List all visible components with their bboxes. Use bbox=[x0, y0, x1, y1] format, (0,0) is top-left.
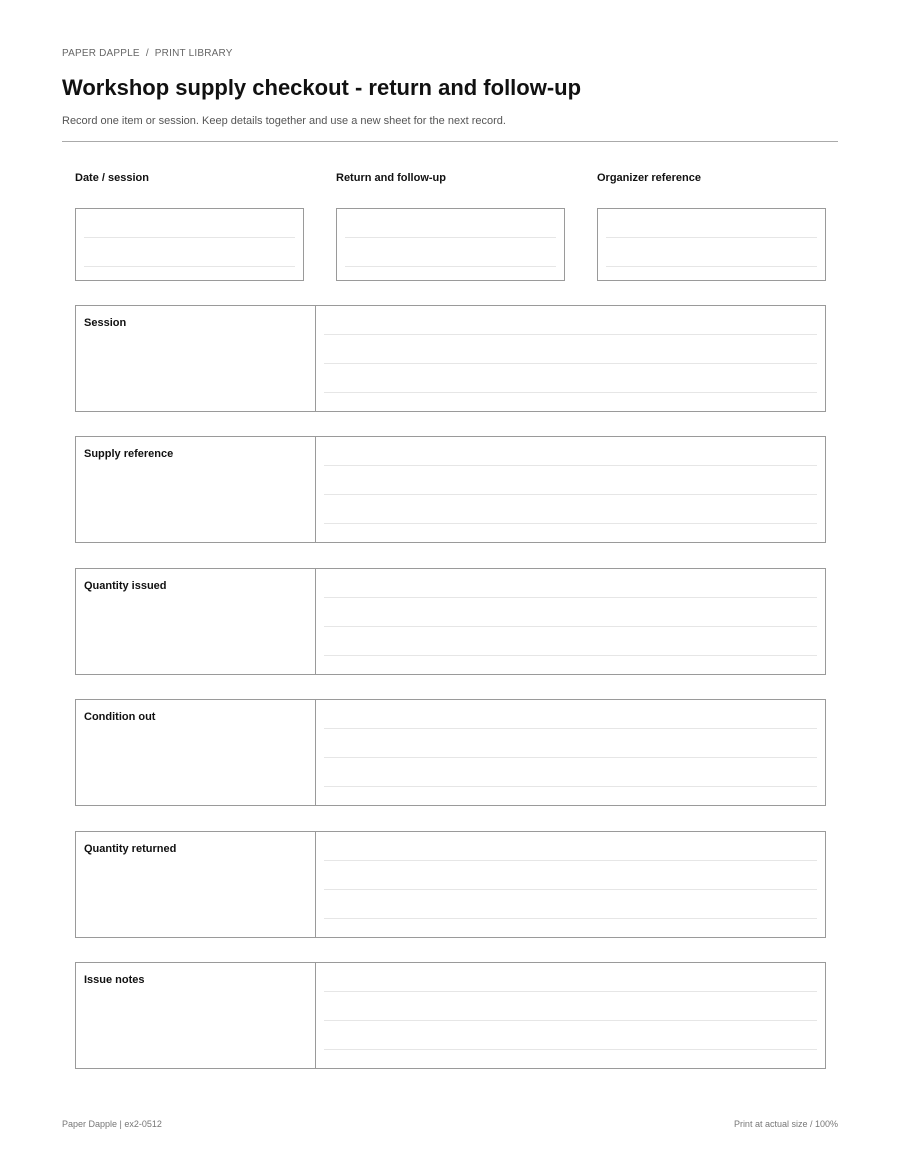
section-label-cell bbox=[76, 700, 316, 805]
writing-line bbox=[345, 237, 556, 238]
breadcrumb-section: PRINT LIBRARY bbox=[154, 48, 233, 59]
page-instructions: Record one item or session. Keep details together and use a new sheet for the next record. bbox=[62, 115, 506, 127]
section-label-cell bbox=[76, 306, 316, 411]
writing-line bbox=[345, 266, 556, 267]
footer-document-id: Paper Dapple | ex2-0512 bbox=[62, 1119, 162, 1129]
session-entry-area[interactable] bbox=[316, 306, 825, 411]
condition-out-entry-area[interactable] bbox=[316, 700, 825, 805]
organizer-reference-label: Organizer reference bbox=[597, 172, 701, 184]
section-label: Condition out bbox=[84, 711, 156, 723]
writing-line bbox=[606, 266, 817, 267]
breadcrumb-separator: / bbox=[145, 48, 149, 59]
writing-line bbox=[324, 860, 817, 861]
section-condition-out bbox=[75, 699, 826, 806]
return-follow-up-label: Return and follow-up bbox=[336, 172, 446, 184]
writing-line bbox=[606, 237, 817, 238]
writing-line bbox=[324, 597, 817, 598]
date-session-field bbox=[75, 172, 304, 281]
section-label-cell bbox=[76, 437, 316, 542]
writing-line bbox=[84, 237, 295, 238]
header-divider bbox=[62, 141, 838, 142]
writing-line bbox=[324, 363, 817, 364]
writing-line bbox=[324, 889, 817, 890]
writing-line bbox=[324, 523, 817, 524]
breadcrumb bbox=[62, 48, 233, 59]
section-quantity-returned bbox=[75, 831, 826, 938]
section-label: Supply reference bbox=[84, 448, 174, 460]
section-label-cell bbox=[76, 832, 316, 937]
date-session-label: Date / session bbox=[75, 172, 149, 184]
section-label: Session bbox=[84, 317, 127, 329]
return-follow-up-box[interactable] bbox=[336, 208, 565, 281]
writing-line bbox=[324, 1020, 817, 1021]
writing-line bbox=[84, 266, 295, 267]
writing-line bbox=[324, 465, 817, 466]
writing-line bbox=[324, 728, 817, 729]
supply-reference-entry-area[interactable] bbox=[316, 437, 825, 542]
date-session-box[interactable] bbox=[75, 208, 304, 281]
section-label: Quantity returned bbox=[84, 843, 177, 855]
breadcrumb-brand: PAPER DAPPLE bbox=[62, 48, 140, 59]
section-label-cell bbox=[76, 963, 316, 1068]
return-follow-up-field bbox=[336, 172, 565, 281]
section-label-cell bbox=[76, 569, 316, 674]
writing-line bbox=[324, 918, 817, 919]
quantity-returned-entry-area[interactable] bbox=[316, 832, 825, 937]
writing-line bbox=[324, 392, 817, 393]
writing-line bbox=[324, 991, 817, 992]
writing-line bbox=[324, 494, 817, 495]
issue-notes-entry-area[interactable] bbox=[316, 963, 825, 1068]
writing-line bbox=[324, 1049, 817, 1050]
section-supply-reference bbox=[75, 436, 826, 543]
section-quantity-issued bbox=[75, 568, 826, 675]
organizer-reference-box[interactable] bbox=[597, 208, 826, 281]
writing-line bbox=[324, 757, 817, 758]
section-label: Issue notes bbox=[84, 974, 145, 986]
section-session bbox=[75, 305, 826, 412]
writing-line bbox=[324, 786, 817, 787]
section-label: Quantity issued bbox=[84, 580, 167, 592]
top-fields-row bbox=[75, 172, 826, 281]
writing-line bbox=[324, 334, 817, 335]
writing-line bbox=[324, 626, 817, 627]
quantity-issued-entry-area[interactable] bbox=[316, 569, 825, 674]
section-issue-notes bbox=[75, 962, 826, 1069]
organizer-reference-field bbox=[597, 172, 826, 281]
page-title: Workshop supply checkout - return and follow-up bbox=[62, 75, 582, 100]
footer-print-note: Print at actual size / 100% bbox=[733, 1119, 838, 1129]
writing-line bbox=[324, 655, 817, 656]
